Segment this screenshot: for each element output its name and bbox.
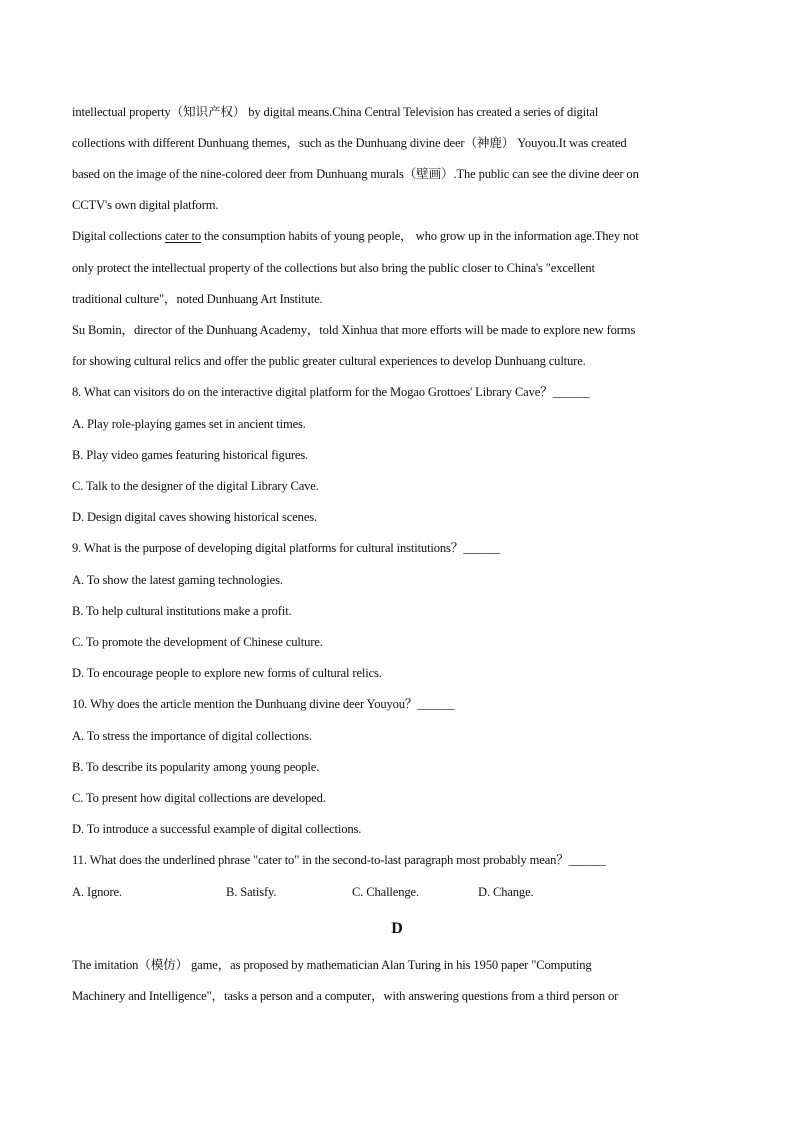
answer-option: B. To help cultural institutions make a profit. bbox=[72, 604, 292, 618]
answer-option: B. To describe its popularity among young people. bbox=[72, 760, 320, 774]
question-stem: 8. What can visitors do on the interactive digital platform for the Mogao Grottoes' Library Cave？______ bbox=[72, 385, 590, 399]
question-stem: 11. What does the underlined phrase "cater to" in the second-to-last paragraph most probably mean？______ bbox=[72, 853, 606, 867]
answer-options-row bbox=[72, 884, 732, 900]
passage-line: Machinery and Intelligence"，tasks a person and a computer，with answering questions from a third person or bbox=[72, 989, 619, 1003]
question-stem: 9. What is the purpose of developing digital platforms for cultural institutions？______ bbox=[72, 541, 501, 555]
answer-option: C. To present how digital collections are developed. bbox=[72, 791, 326, 805]
passage-line: based on the image of the nine-colored deer from Dunhuang murals（壁画）.The public can see the divine deer on bbox=[72, 167, 639, 181]
answer-option: A. Ignore. bbox=[72, 885, 122, 899]
text-run: Digital collections bbox=[72, 229, 165, 243]
answer-option: A. Play role-playing games set in ancient times. bbox=[72, 417, 306, 431]
answer-option: B. Play video games featuring historical figures. bbox=[72, 448, 309, 462]
answer-option: D. Change. bbox=[478, 885, 534, 899]
question-stem: 10. Why does the article mention the Dunhuang divine deer Youyou？______ bbox=[72, 697, 455, 711]
passage-line: traditional culture"，noted Dunhuang Art Institute. bbox=[72, 292, 323, 306]
passage-line: Su Bomin，director of the Dunhuang Academy，told Xinhua that more efforts will be made to explore new forms bbox=[72, 323, 636, 337]
answer-option: A. To show the latest gaming technologies. bbox=[72, 573, 283, 587]
answer-option: C. To promote the development of Chinese culture. bbox=[72, 635, 323, 649]
passage-line: The imitation（模仿） game，as proposed by mathematician Alan Turing in his 1950 paper "Computing bbox=[72, 958, 592, 972]
passage-line: only protect the intellectual property of the collections but also bring the public closer to China's "excellent bbox=[72, 261, 595, 275]
answer-option: D. To encourage people to explore new forms of cultural relics. bbox=[72, 666, 382, 680]
passage-line: for showing cultural relics and offer the public greater cultural experiences to develop Dunhuang culture. bbox=[72, 354, 586, 368]
answer-option: D. Design digital caves showing historical scenes. bbox=[72, 510, 318, 524]
answer-option: D. To introduce a successful example of digital collections. bbox=[72, 822, 362, 836]
passage-line: CCTV's own digital platform. bbox=[72, 198, 219, 212]
answer-option: C. Challenge. bbox=[352, 885, 419, 899]
answer-option: C. Talk to the designer of the digital Library Cave. bbox=[72, 479, 319, 493]
section-heading: D bbox=[391, 920, 403, 937]
answer-option: B. Satisfy. bbox=[226, 885, 277, 899]
text-run: the consumption habits of young people， who grow up in the information age.They not bbox=[201, 229, 639, 243]
passage-line: intellectual property（知识产权） by digital means.China Central Television has created a series of digital bbox=[72, 105, 599, 119]
underlined-phrase: cater to bbox=[164, 229, 202, 243]
passage-line: collections with different Dunhuang themes，such as the Dunhuang divine deer（神鹿） Youyou.It was created bbox=[72, 136, 627, 150]
passage-line bbox=[72, 228, 732, 244]
answer-option: A. To stress the importance of digital collections. bbox=[72, 729, 312, 743]
